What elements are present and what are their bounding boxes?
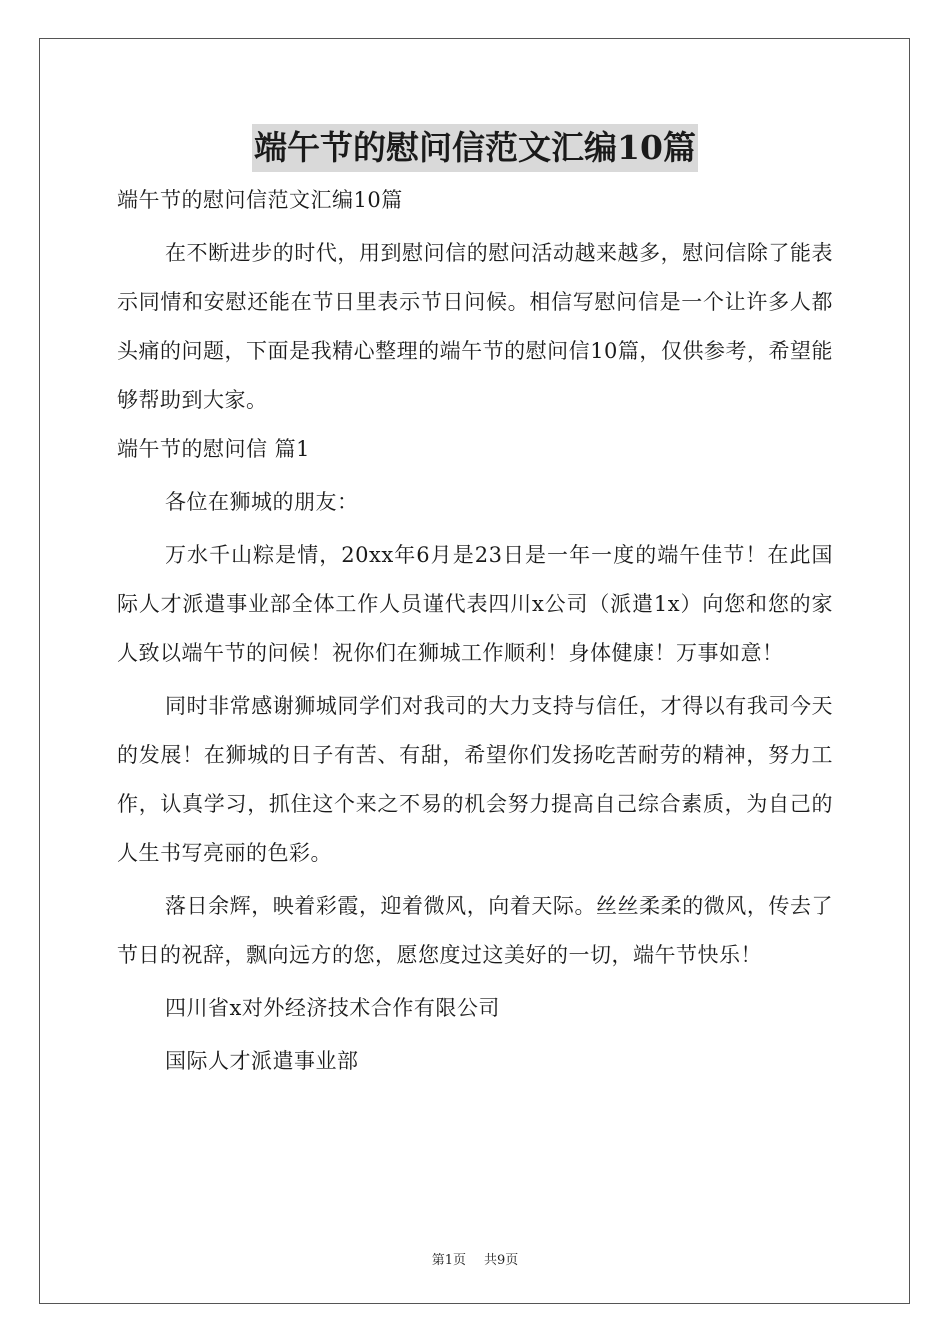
page-total: 共9页 <box>484 1253 519 1268</box>
page-number: 第1页 <box>431 1253 466 1268</box>
page-footer <box>0 1249 950 1268</box>
intro-paragraph: 在不断进步的时代，用到慰问信的慰问活动越来越多，慰问信除了能表示同情和安慰还能在节日里表示节日问候。相信写慰问信是一个让许多人都头痛的问题，下面是我精心整理的端午节的慰问信10篇，仅供参考，希望能够帮助到大家。 <box>117 241 833 412</box>
signature-department: 国际人才派遣事业部 <box>165 1049 359 1073</box>
letter-paragraph: 同时非常感谢狮城同学们对我司的大力支持与信任，才得以有我司今天的发展！在狮城的日子有苦、有甜，希望你们发扬吃苦耐劳的精神，努力工作，认真学习，抓住这个来之不易的机会努力提高自己综合素质，为自己的人生书写亮丽的色彩。 <box>117 694 833 865</box>
letter-paragraph: 万水千山粽是情，20xx年6月是23日是一年一度的端午佳节！在此国际人才派遣事业部全体工作人员谨代表四川x公司（派遣1x）向您和您的家人致以端午节的问候！祝你们在狮城工作顺利！身体健康！万事如意！ <box>117 543 833 665</box>
section-heading: 端午节的慰问信 篇1 <box>117 437 311 461</box>
title-container <box>0 124 950 172</box>
signature-company: 四川省x对外经济技术合作有限公司 <box>165 996 500 1020</box>
letter-paragraph: 落日余辉，映着彩霞，迎着微风，向着天际。丝丝柔柔的微风，传去了节日的祝辞，飘向远方的您，愿您度过这美好的一切，端午节快乐！ <box>117 894 833 967</box>
document-body <box>117 176 833 1086</box>
document-title: 端午节的慰问信范文汇编10篇 <box>252 124 698 172</box>
document-subtitle: 端午节的慰问信范文汇编10篇 <box>117 188 403 212</box>
letter-greeting: 各位在狮城的朋友： <box>165 490 359 514</box>
